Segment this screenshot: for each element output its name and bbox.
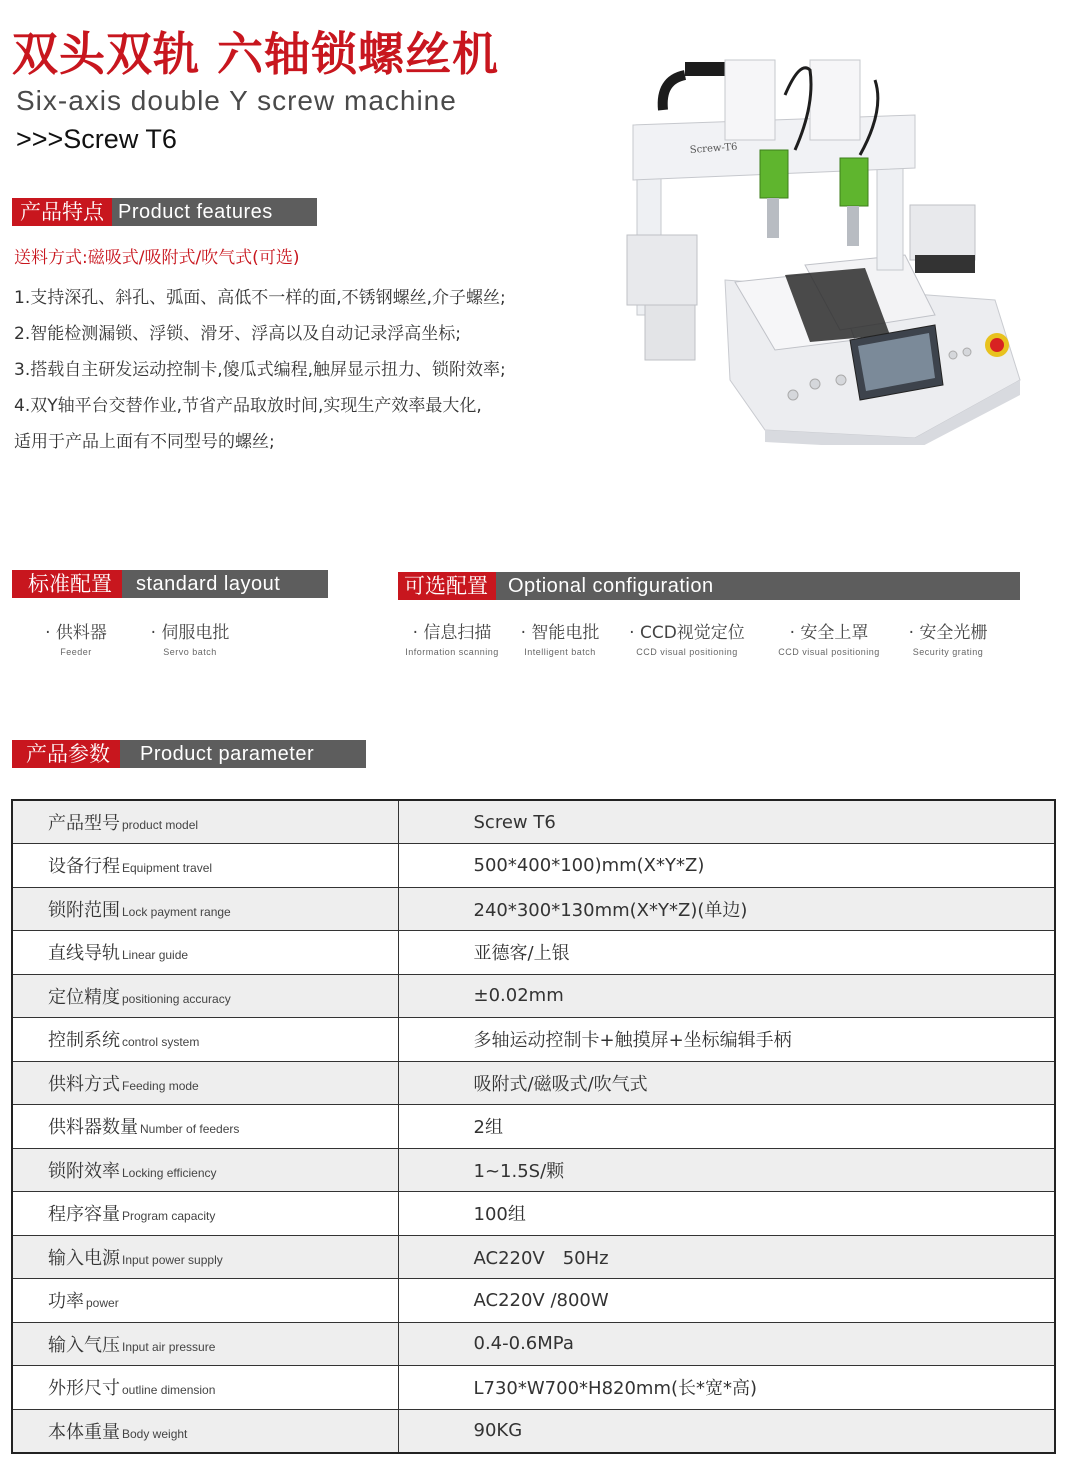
param-key-cell <box>12 1366 398 1410</box>
config-item-label-en: CCD visual positioning <box>778 647 880 657</box>
config-item-label-en: CCD visual positioning <box>636 647 738 657</box>
param-key-en: power <box>86 1296 119 1311</box>
param-key: 程序容量 <box>48 1204 120 1226</box>
config-item-label: · 伺服电批 <box>150 623 230 643</box>
param-value: 500*400*100)mm(X*Y*Z) <box>398 844 1055 888</box>
param-key-en: Number of feeders <box>140 1122 240 1137</box>
param-key: 锁附效率 <box>48 1160 120 1182</box>
param-value: L730*W700*H820mm(长*宽*高) <box>398 1366 1055 1410</box>
config-item-servo-batch <box>130 621 250 659</box>
param-key: 产品型号 <box>48 813 120 834</box>
standard-header-en: standard layout <box>122 570 328 598</box>
param-value: ±0.02mm <box>398 974 1055 1018</box>
config-item-ccd <box>617 621 757 659</box>
param-key-cell <box>12 1018 398 1062</box>
param-value: 亚德客/上银 <box>398 931 1055 975</box>
config-item-label-en: Intelligent batch <box>524 647 596 657</box>
param-key: 定位精度 <box>48 986 120 1008</box>
param-key-en: control system <box>122 1035 200 1050</box>
table-row <box>12 1061 1055 1105</box>
param-value: AC220V 50Hz <box>398 1235 1055 1279</box>
param-key-en: product model <box>122 818 199 832</box>
table-row <box>12 1192 1055 1236</box>
param-key-cell <box>12 844 398 888</box>
param-key: 直线导轨 <box>48 943 120 965</box>
param-key-en: Feeding mode <box>122 1078 199 1093</box>
feature-item: 1.支持深孔、斜孔、弧面、高低不一样的面,不锈钢螺丝,介子螺丝; <box>14 288 506 308</box>
params-header-en: Product parameter <box>120 740 366 768</box>
config-item-label: · CCD视觉定位 <box>629 623 745 643</box>
param-value: 2组 <box>398 1105 1055 1149</box>
param-key-cell <box>12 887 398 931</box>
config-item-label: · 供料器 <box>45 623 107 643</box>
table-row <box>12 887 1055 931</box>
features-header-cn: 产品特点 <box>12 198 112 226</box>
page-title: 双头双轨 六轴锁螺丝机 <box>12 27 500 81</box>
feature-list <box>14 280 614 460</box>
config-item-safety-grating <box>898 621 998 659</box>
param-key-en: Program capacity <box>122 1209 216 1224</box>
table-row <box>12 1235 1055 1279</box>
param-value: 90KG <box>398 1409 1055 1453</box>
table-row <box>12 844 1055 888</box>
params-section-header <box>12 740 366 768</box>
config-item-safety-cover <box>768 621 890 659</box>
param-key-en: outline dimension <box>122 1383 216 1398</box>
param-key-cell <box>12 1061 398 1105</box>
param-key-en: Body weight <box>122 1426 188 1441</box>
param-key-cell <box>12 1105 398 1149</box>
table-row <box>12 1148 1055 1192</box>
page-subtitle: Six-axis double Y screw machine <box>16 85 457 116</box>
param-key-en: Linear guide <box>122 948 189 963</box>
config-item-intelligent-batch <box>512 621 608 659</box>
param-key: 控制系统 <box>48 1030 120 1052</box>
features-section-header <box>12 198 317 226</box>
param-value: Screw T6 <box>398 800 1055 844</box>
config-item-label-en: Information scanning <box>405 647 499 657</box>
machine-illustration <box>615 50 1035 445</box>
param-key-cell <box>12 1148 398 1192</box>
param-key: 输入电源 <box>48 1247 120 1269</box>
param-key-en: Equipment travel <box>122 861 213 876</box>
config-item-label: · 信息扫描 <box>412 623 492 643</box>
param-key-en: positioning accuracy <box>122 991 231 1006</box>
param-key: 锁附范围 <box>48 899 120 921</box>
table-row <box>12 800 1055 844</box>
param-value: 100组 <box>398 1192 1055 1236</box>
param-key-en: Locking efficiency <box>122 1165 217 1180</box>
config-item-label-en: Feeder <box>60 647 92 657</box>
param-key: 设备行程 <box>48 856 120 878</box>
param-key: 供料器数量 <box>48 1117 138 1139</box>
param-key-en: Input air pressure <box>122 1339 216 1354</box>
config-item-info-scan <box>396 621 508 659</box>
config-item-label: · 智能电批 <box>520 623 600 643</box>
param-key-cell <box>12 1192 398 1236</box>
param-key-cell <box>12 800 398 844</box>
features-header-en: Product features <box>112 198 317 226</box>
feature-item: 2.智能检测漏锁、浮锁、滑牙、浮高以及自动记录浮高坐标; <box>14 324 461 344</box>
table-row <box>12 1409 1055 1453</box>
param-value: 0.4-0.6MPa <box>398 1322 1055 1366</box>
param-key-cell <box>12 974 398 1018</box>
machine-label: Screw-T6 <box>689 141 738 156</box>
param-value: 240*300*130mm(X*Y*Z)(单边) <box>398 887 1055 931</box>
params-header-cn: 产品参数 <box>12 740 120 768</box>
param-key: 功率 <box>48 1291 84 1313</box>
param-key-cell <box>12 1235 398 1279</box>
config-item-label: · 安全上罩 <box>789 623 869 643</box>
param-key-cell <box>12 1409 398 1453</box>
config-item-label: · 安全光栅 <box>908 623 988 643</box>
param-value: 多轴运动控制卡+触摸屏+坐标编辑手柄 <box>398 1018 1055 1062</box>
optional-header-en: Optional configuration <box>496 572 1020 600</box>
param-key-cell <box>12 1322 398 1366</box>
table-row <box>12 1322 1055 1366</box>
param-key: 外形尺寸 <box>48 1378 120 1400</box>
table-row <box>12 1105 1055 1149</box>
table-row <box>12 1018 1055 1062</box>
param-key-en: Input power supply <box>122 1252 223 1267</box>
param-value: AC220V /800W <box>398 1279 1055 1323</box>
standard-header-cn: 标准配置 <box>12 570 122 598</box>
config-item-label-en: Security grating <box>912 647 984 657</box>
param-key-cell <box>12 1279 398 1323</box>
feature-item: 4.双Y轴平台交替作业,节省产品取放时间,实现生产效率最大化, <box>14 396 482 416</box>
table-row <box>12 1366 1055 1410</box>
param-key: 本体重量 <box>48 1421 120 1443</box>
table-row <box>12 931 1055 975</box>
optional-section-header <box>398 572 1020 600</box>
param-value: 1~1.5S/颗 <box>398 1148 1055 1192</box>
config-item-label-en: Servo batch <box>163 647 217 657</box>
param-key: 输入气压 <box>48 1334 120 1356</box>
feature-item: 适用于产品上面有不同型号的螺丝; <box>14 432 275 452</box>
optional-header-cn: 可选配置 <box>398 572 496 600</box>
params-table <box>11 799 1056 1454</box>
standard-section-header <box>12 570 328 598</box>
param-value: 吸附式/磁吸式/吹气式 <box>398 1061 1055 1105</box>
table-row <box>12 974 1055 1018</box>
param-key-en: Lock payment range <box>122 904 231 919</box>
param-key: 供料方式 <box>48 1073 120 1095</box>
model-name: >>>Screw T6 <box>16 124 177 154</box>
feature-item: 3.搭载自主研发运动控制卡,傻瓜式编程,触屏显示扭力、锁附效率; <box>14 360 506 380</box>
table-row <box>12 1279 1055 1323</box>
param-key-cell <box>12 931 398 975</box>
config-item-feeder <box>30 621 122 659</box>
feeding-method-note: 送料方式:磁吸式/吸附式/吹气式(可选) <box>14 248 300 268</box>
